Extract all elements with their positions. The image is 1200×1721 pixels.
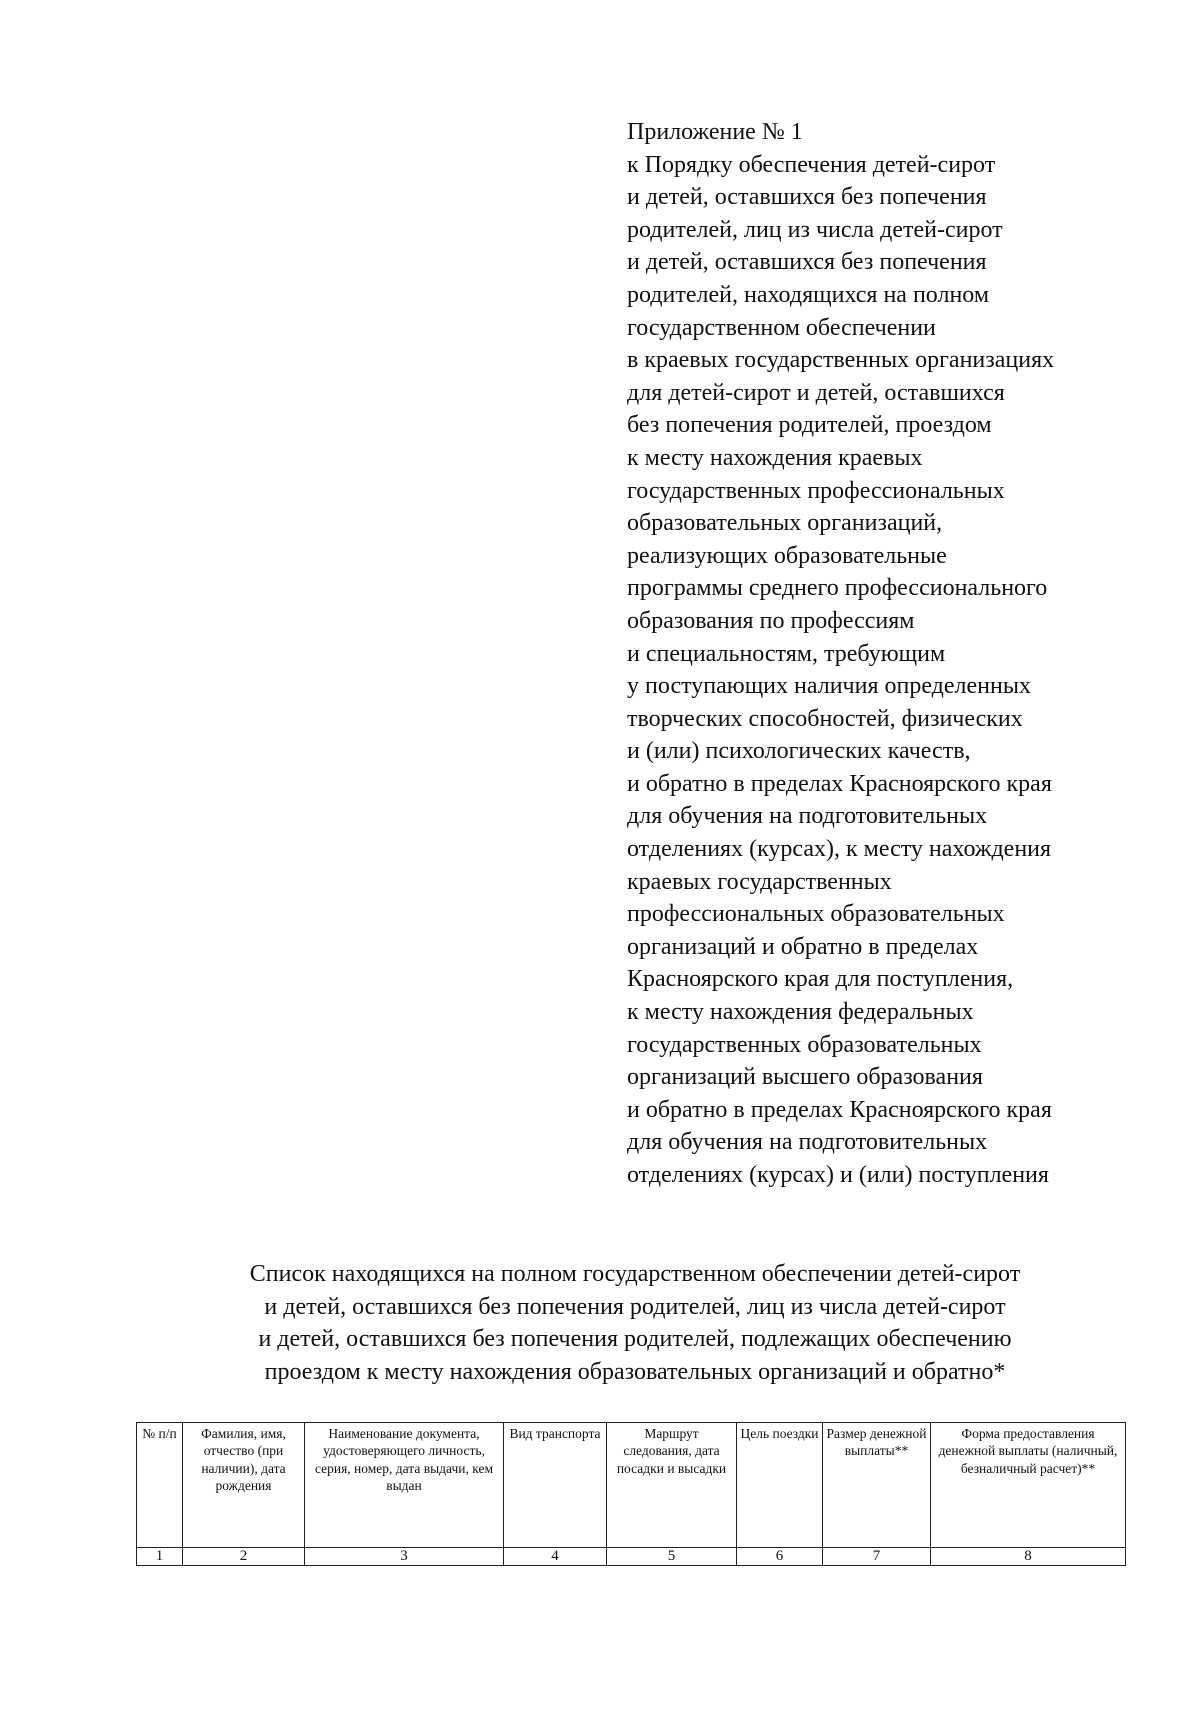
appendix-line: организаций высшего образования <box>627 1064 983 1091</box>
appendix-line: у поступающих наличия определенных <box>627 673 1031 700</box>
col-number-index: 8 <box>931 1548 1126 1566</box>
col-amount-header: Размер денежной выплаты** <box>823 1423 931 1548</box>
appendix-line: отделениях (курсах), к месту нахождения <box>627 836 1052 863</box>
appendix-line: родителей, находящихся на полном <box>627 281 990 308</box>
appendix-line: программы среднего профессионального <box>627 575 1048 602</box>
list-title-line: и детей, оставшихся без попечения родителей, подлежащих обеспечению <box>258 1326 1012 1352</box>
appendix-line: творческих способностей, физических <box>627 705 1023 732</box>
appendix-line: реализующих образовательные <box>627 542 947 569</box>
appendix-line: к месту нахождения федеральных <box>627 999 974 1026</box>
appendix-line: и обратно в пределах Красноярского края <box>627 770 1052 797</box>
appendix-line: краевых государственных <box>627 868 892 895</box>
appendix-line: к Порядку обеспечения детей-сирот <box>627 151 996 178</box>
appendix-line: и (или) психологических качеств, <box>627 738 971 765</box>
appendix-line: и детей, оставшихся без попечения <box>627 184 987 211</box>
col-document-header: Наименование документа, удостоверяющего личность, серия, номер, дата выдачи, кем выдан <box>305 1423 504 1548</box>
col-number-index: 7 <box>823 1548 931 1566</box>
col-number-index: 2 <box>183 1548 305 1566</box>
appendix-line: без попечения родителей, проездом <box>627 412 992 439</box>
col-number-index: 3 <box>305 1548 504 1566</box>
appendix-line: в краевых государственных организациях <box>627 347 1055 374</box>
appendix-line: для обучения на подготовительных <box>627 1129 988 1156</box>
appendix-block <box>627 116 1187 1192</box>
col-route-header: Маршрут следования, дата посадки и высадки <box>607 1423 737 1548</box>
col-payment-form-header: Форма предоставления денежной выплаты (наличный, безналичный расчет)** <box>931 1423 1126 1548</box>
appendix-line: государственных профессиональных <box>627 477 1005 504</box>
list-title <box>100 1258 1170 1388</box>
register-table <box>136 1422 1126 1566</box>
col-name-header: Фамилия, имя, отчество (при наличии), дата рождения <box>183 1423 305 1548</box>
appendix-line: образовательных организаций, <box>627 510 943 537</box>
appendix-line: и детей, оставшихся без попечения <box>627 249 987 276</box>
appendix-line: родителей, лиц из числа детей-сирот <box>627 216 1003 243</box>
appendix-line: организаций и обратно в пределах <box>627 933 979 960</box>
appendix-line: профессиональных образовательных <box>627 901 1005 928</box>
appendix-line: и специальностям, требующим <box>627 640 946 667</box>
list-title-line: проездом к месту нахождения образовательных организаций и обратно* <box>264 1358 1006 1385</box>
list-title-line: Список находящихся на полном государственном обеспечении детей-сирот <box>249 1261 1021 1287</box>
appendix-line: образования по профессиям <box>627 607 915 634</box>
appendix-line: государственных образовательных <box>627 1031 982 1058</box>
appendix-line: отделениях (курсах) и (или) поступления <box>627 1162 1049 1188</box>
table-header-row <box>137 1423 1126 1548</box>
appendix-line: государственном обеспечении <box>627 314 936 341</box>
list-title-line: и детей, оставшихся без попечения родителей, лиц из числа детей-сирот <box>264 1293 1006 1320</box>
appendix-line: для обучения на подготовительных <box>627 803 988 830</box>
col-number-header: № п/п <box>137 1423 183 1548</box>
table-number-row <box>137 1548 1126 1566</box>
col-number-index: 6 <box>737 1548 823 1566</box>
appendix-line: Приложение № 1 <box>627 119 803 145</box>
col-purpose-header: Цель поездки <box>737 1423 823 1548</box>
appendix-line: Красноярского края для поступления, <box>627 966 1014 993</box>
appendix-line: для детей-сирот и детей, оставшихся <box>627 379 1005 406</box>
col-transport-header: Вид транспорта <box>504 1423 607 1548</box>
col-number-index: 5 <box>607 1548 737 1566</box>
appendix-line: и обратно в пределах Красноярского края <box>627 1096 1052 1123</box>
col-number-index: 1 <box>137 1548 183 1566</box>
col-number-index: 4 <box>504 1548 607 1566</box>
appendix-line: к месту нахождения краевых <box>627 444 923 471</box>
